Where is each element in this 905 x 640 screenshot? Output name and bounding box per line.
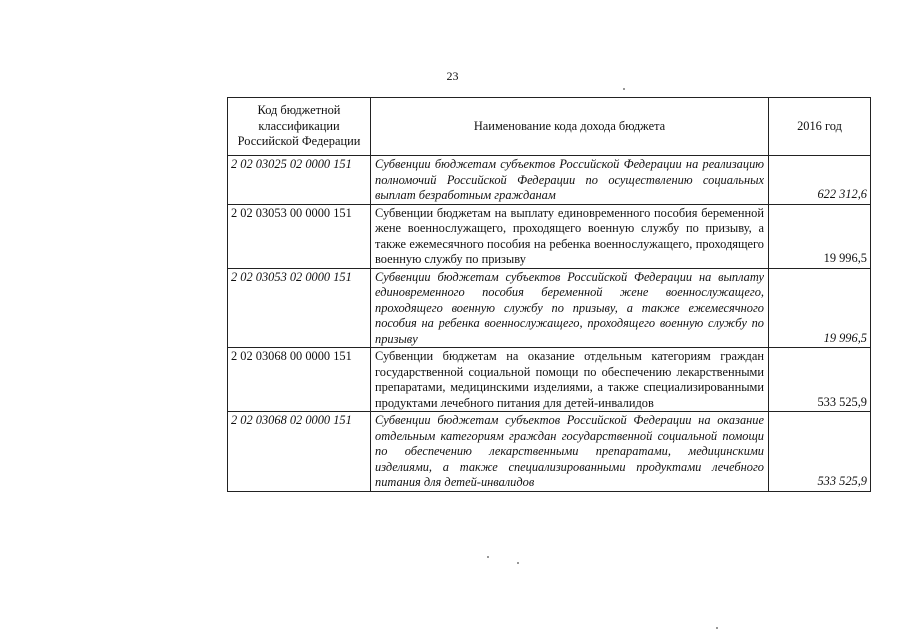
row-amount: 622 312,6 bbox=[769, 156, 871, 205]
table-row bbox=[228, 348, 871, 412]
row-code: 2 02 03068 02 0000 151 bbox=[228, 412, 371, 492]
row-amount: 19 996,5 bbox=[769, 268, 871, 348]
row-amount: 19 996,5 bbox=[769, 204, 871, 268]
row-description: Субвенции бюджетам на оказание отдельным категориям граждан государственной социальной помощи по обеспечению лекарственными препаратами, медицинскими изделиями, а также специализированными продуктами лечебного питания для детей-инвалидов bbox=[371, 348, 769, 412]
scan-speck bbox=[623, 88, 625, 90]
row-description: Субвенции бюджетам субъектов Российской Федерации на оказание отдельным категориям граждан государственной социальной помощи по обеспечению лекарственными препаратами, медицинскими изделиями, а также специализированными продуктами лечебного питания для детей-инвалидов bbox=[371, 412, 769, 492]
row-code: 2 02 03025 02 0000 151 bbox=[228, 156, 371, 205]
table-row bbox=[228, 268, 871, 348]
header-name: Наименование кода дохода бюджета bbox=[371, 98, 769, 156]
row-description: Субвенции бюджетам субъектов Российской Федерации на выплату единовременного пособия беременной жене военнослужащего, проходящего военную службу по призыву, а также ежемесячного пособия на ребенка военнослужащего, проходящего военную службу по призыву bbox=[371, 268, 769, 348]
scan-speck bbox=[716, 627, 718, 629]
page-number: 23 bbox=[446, 69, 459, 83]
row-code: 2 02 03053 00 0000 151 bbox=[228, 204, 371, 268]
table-header-row bbox=[228, 98, 871, 156]
scan-speck bbox=[487, 556, 489, 558]
row-code: 2 02 03053 02 0000 151 bbox=[228, 268, 371, 348]
table-row bbox=[228, 204, 871, 268]
row-amount: 533 525,9 bbox=[769, 348, 871, 412]
table-row bbox=[228, 156, 871, 205]
row-description: Субвенции бюджетам субъектов Российской Федерации на реализацию полномочий Российской Федерации по осуществлению социальных выплат безработным гражданам bbox=[371, 156, 769, 205]
scan-speck bbox=[517, 562, 519, 564]
row-code: 2 02 03068 00 0000 151 bbox=[228, 348, 371, 412]
table-row bbox=[228, 412, 871, 492]
header-code: Код бюджетной классификации Российской Федерации bbox=[228, 98, 371, 156]
budget-revenue-table bbox=[227, 97, 871, 492]
row-description: Субвенции бюджетам на выплату единовременного пособия беременной жене военнослужащего, проходящего военную службу по призыву, а также ежемесячного пособия на ребенка военнослужащего, проходящего военную службу по призыву bbox=[371, 204, 769, 268]
header-year: 2016 год bbox=[769, 98, 871, 156]
row-amount: 533 525,9 bbox=[769, 412, 871, 492]
